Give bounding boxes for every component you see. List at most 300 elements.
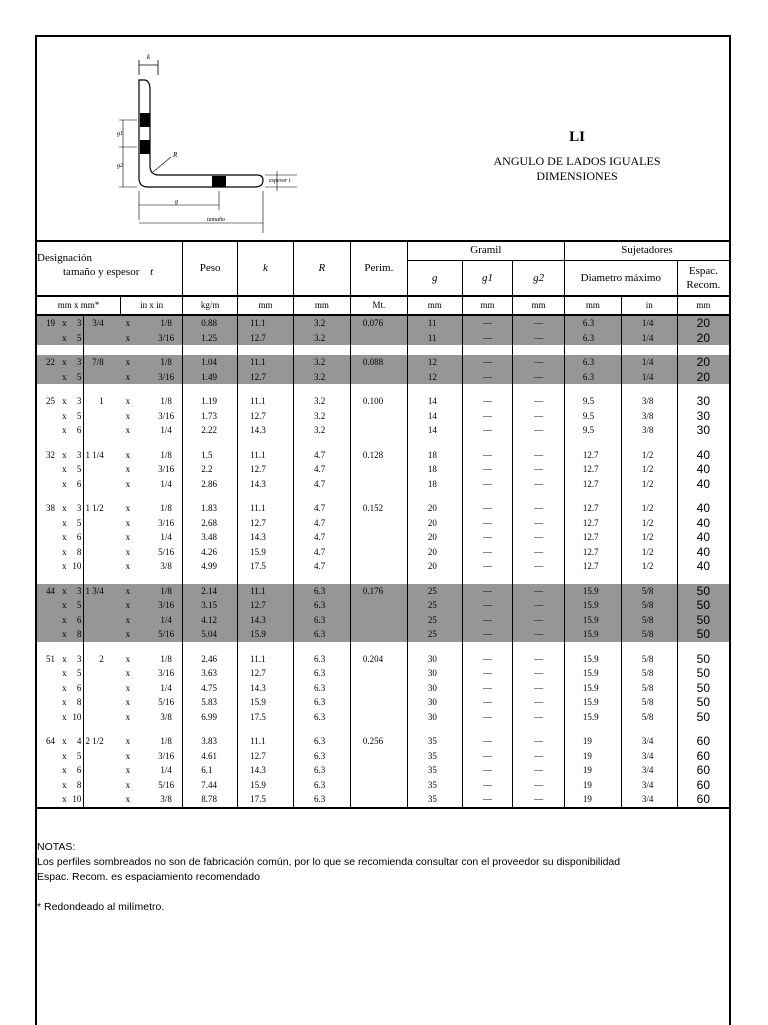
- spacer-cell: [621, 574, 677, 584]
- table-cell: [135, 448, 150, 463]
- table-cell: 1/4: [621, 370, 677, 385]
- spacer-cell: [84, 574, 106, 584]
- table-cell: [350, 370, 407, 385]
- table-cell: 1 1/2: [84, 501, 106, 516]
- table-cell: [37, 423, 57, 438]
- table-cell: —: [462, 448, 513, 463]
- group-spacer: [37, 345, 729, 355]
- table-cell: 4.75: [183, 681, 238, 696]
- unit-cell: Mt.: [350, 296, 407, 315]
- table-cell: [84, 695, 106, 710]
- table-cell: 11: [407, 315, 462, 331]
- table-cell: 30: [407, 666, 462, 681]
- table-cell: [135, 394, 150, 409]
- table-cell: x: [57, 627, 72, 642]
- table-cell: 3: [76, 653, 82, 664]
- spacer-cell: [621, 438, 677, 448]
- unit-cell: in: [621, 296, 677, 315]
- table-cell: —: [462, 394, 513, 409]
- table-cell: 4.7: [293, 462, 350, 477]
- spacer-cell: [238, 724, 294, 734]
- table-cell: [350, 613, 407, 628]
- table-row: [37, 681, 729, 696]
- table-cell: [84, 749, 106, 764]
- table-cell: 25: [407, 613, 462, 628]
- table-cell: x: [125, 779, 131, 790]
- spacer-cell: [150, 724, 183, 734]
- spacer-cell: [183, 642, 238, 652]
- table-cell: [106, 370, 121, 385]
- table-cell: —: [513, 477, 565, 492]
- spacer-cell: [57, 384, 72, 394]
- table-cell: x: [125, 449, 131, 460]
- table-cell: 8: [76, 697, 82, 707]
- table-cell: [135, 695, 150, 710]
- table-cell: —: [513, 423, 565, 438]
- table-cell: 6.3: [293, 627, 350, 642]
- table-cell: —: [513, 613, 565, 628]
- table-cell: 19: [564, 763, 621, 778]
- table-cell: 1/8: [160, 503, 172, 513]
- table-cell: 1/4: [160, 682, 172, 693]
- table-cell: 3/16: [158, 750, 175, 761]
- table-row: [37, 584, 729, 599]
- table-cell: 1/4: [160, 478, 172, 489]
- table-row: [37, 666, 729, 681]
- table-cell: [350, 516, 407, 531]
- table-cell: 2.22: [183, 423, 238, 438]
- spacer-cell: [677, 724, 729, 734]
- table-cell: [106, 477, 121, 492]
- table-cell: 4.7: [293, 448, 350, 463]
- table-row: [37, 545, 729, 560]
- group-spacer: [37, 642, 729, 652]
- table-cell: [37, 627, 57, 642]
- table-cell: 4.7: [293, 516, 350, 531]
- spacer-cell: [150, 642, 183, 652]
- table-cell: x: [57, 613, 72, 628]
- spacer-cell: [106, 574, 121, 584]
- table-cell: 20: [677, 315, 729, 331]
- table-cell: x: [125, 682, 131, 693]
- k-label: k: [147, 53, 151, 61]
- table-cell: [135, 792, 150, 808]
- table-cell: x: [62, 779, 67, 790]
- unit-cell: in x in: [121, 296, 183, 315]
- g1-header-label: g1: [481, 271, 493, 284]
- spacer-cell: [84, 491, 106, 501]
- table-cell: [84, 778, 106, 793]
- table-cell: [135, 423, 150, 438]
- spacer-cell: [57, 438, 72, 448]
- table-cell: 11.1: [238, 448, 294, 463]
- g2-header: [513, 261, 565, 297]
- espesor-label: espesor t: [269, 178, 291, 184]
- table-cell: 50: [677, 652, 729, 667]
- table-cell: 18: [407, 448, 462, 463]
- title-line-1: ANGULO DE LADOS IGUALES: [493, 154, 661, 168]
- table-cell: 6.3: [564, 370, 621, 385]
- table-cell: 3/8: [621, 409, 677, 424]
- table-cell: [350, 710, 407, 725]
- spacer-cell: [293, 438, 350, 448]
- perim-header: Perim.: [350, 241, 407, 297]
- table-cell: —: [462, 627, 513, 642]
- table-cell: 5/8: [621, 652, 677, 667]
- table-cell: [106, 315, 121, 331]
- spacer-cell: [407, 345, 462, 355]
- spacer-cell: [513, 574, 565, 584]
- table-cell: x: [125, 765, 131, 775]
- table-cell: 50: [677, 695, 729, 710]
- table-cell: 25: [407, 598, 462, 613]
- table-cell: —: [513, 749, 565, 764]
- table-cell: 3.2: [293, 370, 350, 385]
- table-cell: —: [513, 763, 565, 778]
- table-cell: [350, 763, 407, 778]
- table-cell: 38: [46, 503, 56, 513]
- table-cell: 35: [407, 792, 462, 808]
- peso-header: Peso: [183, 241, 238, 297]
- table-cell: —: [462, 501, 513, 516]
- table-cell: [106, 331, 121, 346]
- table-cell: 19: [564, 749, 621, 764]
- table-cell: x: [62, 750, 67, 761]
- table-cell: 3/16: [158, 464, 175, 474]
- g-header-label: g: [431, 271, 438, 284]
- table-cell: 12.7: [238, 370, 294, 385]
- table-cell: x: [125, 464, 131, 474]
- table-cell: 3.2: [293, 331, 350, 346]
- table-cell: 15.9: [564, 584, 621, 599]
- spacer-cell: [621, 724, 677, 734]
- table-cell: —: [462, 530, 513, 545]
- table-cell: 30: [677, 409, 729, 424]
- table-cell: [106, 355, 121, 370]
- table-cell: 50: [677, 681, 729, 696]
- spacer-cell: [513, 491, 565, 501]
- table-cell: 1/4: [150, 613, 183, 628]
- table-cell: 4.7: [293, 545, 350, 560]
- table-cell: 1.73: [183, 409, 238, 424]
- g2-header-label: g2: [533, 271, 545, 284]
- table-cell: 1/4: [621, 331, 677, 346]
- table-cell: [135, 559, 150, 574]
- spacer-cell: [72, 642, 84, 652]
- table-cell: 3.2: [293, 315, 350, 331]
- spacer-cell: [407, 642, 462, 652]
- table-cell: 6.1: [183, 763, 238, 778]
- table-cell: x: [57, 792, 72, 808]
- table-cell: [106, 695, 121, 710]
- spacer-cell: [407, 724, 462, 734]
- table-cell: [350, 530, 407, 545]
- table-cell: 1/8: [160, 396, 172, 406]
- table-cell: 1/4: [621, 315, 677, 331]
- table-cell: 6.3: [293, 792, 350, 808]
- table-cell: 12.7: [238, 666, 294, 681]
- table-row: [37, 652, 729, 667]
- table-cell: 11.1: [238, 501, 294, 516]
- spacer-cell: [37, 574, 57, 584]
- spacer-cell: [350, 642, 407, 652]
- table-row: [37, 516, 729, 531]
- table-cell: [106, 394, 121, 409]
- spacer-cell: [84, 724, 106, 734]
- table-cell: 3.2: [293, 423, 350, 438]
- spacer-cell: [350, 384, 407, 394]
- table-cell: 7/8: [84, 355, 106, 370]
- spacer-cell: [37, 345, 57, 355]
- table-cell: [84, 666, 106, 681]
- table-cell: —: [513, 530, 565, 545]
- table-cell: 3/4: [621, 792, 677, 808]
- table-cell: 12.7: [238, 462, 294, 477]
- table-cell: [135, 613, 150, 628]
- table-cell: 15.9: [564, 710, 621, 725]
- table-cell: x: [121, 355, 136, 370]
- table-cell: x: [121, 627, 136, 642]
- table-cell: 30: [407, 695, 462, 710]
- r-label: R: [173, 151, 178, 159]
- table-cell: 6: [72, 613, 84, 628]
- table-cell: x: [125, 653, 131, 664]
- table-cell: 50: [677, 666, 729, 681]
- spacer-cell: [293, 574, 350, 584]
- spacer-cell: [564, 438, 621, 448]
- spacer-cell: [72, 384, 84, 394]
- table-row: [37, 423, 729, 438]
- table-cell: 3.2: [293, 394, 350, 409]
- table-cell: —: [462, 734, 513, 749]
- table-cell: x: [125, 561, 131, 571]
- table-cell: x: [57, 584, 72, 599]
- spacer-cell: [84, 384, 106, 394]
- table-cell: 4.7: [293, 559, 350, 574]
- sujetadores-header: Sujetadores: [564, 241, 729, 261]
- notes-footnote: * Redondeado al milímetro.: [37, 901, 165, 913]
- table-cell: 11.1: [238, 584, 294, 599]
- table-cell: x: [62, 765, 67, 775]
- table-cell: 0.88: [183, 315, 238, 331]
- table-cell: 9.5: [564, 423, 621, 438]
- table-cell: 3/8: [621, 423, 677, 438]
- unit-cell: mm: [677, 296, 729, 315]
- table-cell: [37, 409, 57, 424]
- table-row: [37, 501, 729, 516]
- unit-cell: mm: [238, 296, 294, 315]
- table-cell: x: [57, 370, 72, 385]
- table-cell: 5/8: [621, 666, 677, 681]
- table-cell: 3.83: [183, 734, 238, 749]
- table-cell: [37, 695, 57, 710]
- table-cell: 5.83: [183, 695, 238, 710]
- g2-label: g2: [117, 163, 123, 169]
- r-header: [293, 241, 350, 297]
- unit-cell: mm: [513, 296, 565, 315]
- table-cell: —: [462, 545, 513, 560]
- table-cell: x: [121, 598, 136, 613]
- table-cell: 6.3: [564, 355, 621, 370]
- table-cell: 20: [407, 516, 462, 531]
- spacer-cell: [135, 724, 150, 734]
- table-cell: [37, 477, 57, 492]
- group-spacer: [37, 438, 729, 448]
- spacer-cell: [462, 384, 513, 394]
- table-cell: 40: [677, 477, 729, 492]
- table-cell: 9.5: [564, 394, 621, 409]
- spacer-cell: [183, 438, 238, 448]
- spacer-cell: [564, 642, 621, 652]
- table-cell: [106, 763, 121, 778]
- table-cell: [84, 792, 106, 808]
- table-cell: —: [462, 598, 513, 613]
- table-cell: [350, 627, 407, 642]
- table-cell: 7.44: [183, 778, 238, 793]
- spacer-cell: [677, 438, 729, 448]
- unit-cell: mm: [462, 296, 513, 315]
- tamano-label: tamaño: [207, 217, 225, 223]
- table-cell: 6: [76, 478, 82, 489]
- table-cell: —: [513, 598, 565, 613]
- table-cell: 22: [37, 355, 57, 370]
- table-row: [37, 695, 729, 710]
- spacer-cell: [135, 384, 150, 394]
- table-cell: [37, 598, 57, 613]
- spacer-cell: [72, 724, 84, 734]
- table-cell: [106, 652, 121, 667]
- spacer-cell: [106, 345, 121, 355]
- table-cell: 0.076: [350, 315, 407, 331]
- table-cell: x: [125, 736, 131, 746]
- table-cell: [350, 792, 407, 808]
- table-cell: 5: [76, 410, 82, 421]
- table-row: [37, 734, 729, 749]
- table-cell: [135, 584, 150, 599]
- table-cell: 5: [72, 331, 84, 346]
- table-cell: 3.2: [293, 355, 350, 370]
- spacer-cell: [677, 574, 729, 584]
- table-cell: 50: [677, 627, 729, 642]
- table-cell: [350, 666, 407, 681]
- table-cell: [106, 710, 121, 725]
- table-cell: 50: [677, 613, 729, 628]
- spacer-cell: [57, 574, 72, 584]
- table-cell: [135, 530, 150, 545]
- table-cell: 3: [76, 503, 82, 513]
- spacer-cell: [293, 384, 350, 394]
- table-cell: 6.3: [293, 584, 350, 599]
- spacer-cell: [293, 345, 350, 355]
- table-row: [37, 530, 729, 545]
- table-cell: x: [62, 503, 67, 513]
- table-cell: 2.86: [183, 477, 238, 492]
- table-cell: 0.152: [350, 501, 407, 516]
- spacer-cell: [621, 345, 677, 355]
- table-row: [37, 315, 729, 331]
- table-cell: —: [462, 477, 513, 492]
- table-cell: —: [513, 559, 565, 574]
- spacer-cell: [621, 384, 677, 394]
- table-cell: 14: [407, 409, 462, 424]
- table-cell: 15.9: [238, 627, 294, 642]
- table-cell: 0.128: [350, 448, 407, 463]
- table-cell: 20: [407, 530, 462, 545]
- units-row: [37, 296, 729, 315]
- table-cell: x: [57, 315, 72, 331]
- unit-cell: kg/m: [183, 296, 238, 315]
- k-header: [238, 241, 294, 297]
- table-cell: 30: [407, 652, 462, 667]
- table-cell: —: [462, 355, 513, 370]
- spacer-cell: [106, 491, 121, 501]
- table-cell: [84, 409, 106, 424]
- table-cell: 2.2: [183, 462, 238, 477]
- table-row: [37, 792, 729, 808]
- spacer-cell: [72, 574, 84, 584]
- table-cell: 3: [72, 584, 84, 599]
- table-cell: 5/16: [158, 697, 175, 707]
- spacer-cell: [677, 642, 729, 652]
- table-cell: 11: [407, 331, 462, 346]
- header-box: [37, 37, 729, 242]
- table-cell: —: [462, 516, 513, 531]
- table-cell: 50: [677, 710, 729, 725]
- table-cell: 1/8: [160, 736, 172, 746]
- table-cell: 25: [46, 396, 56, 406]
- table-cell: [350, 681, 407, 696]
- table-cell: [84, 545, 106, 560]
- table-cell: x: [121, 613, 136, 628]
- table-cell: [135, 778, 150, 793]
- t-label: t: [150, 266, 154, 278]
- spacer-cell: [513, 345, 565, 355]
- spacer-cell: [121, 642, 136, 652]
- table-cell: 19: [564, 734, 621, 749]
- designacion-header: [37, 241, 183, 297]
- table-cell: 0.100: [350, 394, 407, 409]
- table-cell: 1/4: [160, 765, 172, 775]
- table-cell: 5/8: [621, 598, 677, 613]
- table-cell: 3/4: [621, 734, 677, 749]
- table-cell: [37, 792, 57, 808]
- table-cell: 5/16: [158, 546, 175, 557]
- g-label: g: [175, 199, 178, 205]
- table-cell: 11.1: [238, 734, 294, 749]
- table-cell: —: [462, 666, 513, 681]
- table-cell: [106, 423, 121, 438]
- table-cell: x: [57, 331, 72, 346]
- table-cell: 40: [677, 516, 729, 531]
- spacer-cell: [121, 491, 136, 501]
- table-cell: —: [462, 370, 513, 385]
- table-cell: 3/4: [621, 778, 677, 793]
- table-cell: 14.3: [238, 423, 294, 438]
- table-cell: 6: [76, 532, 82, 542]
- table-cell: 30: [407, 681, 462, 696]
- table-cell: 1/8: [160, 653, 172, 664]
- table-cell: [135, 598, 150, 613]
- table-cell: 10: [72, 561, 82, 571]
- table-cell: 5/8: [621, 681, 677, 696]
- table-cell: 2 1/2: [84, 734, 106, 749]
- table-cell: 18: [407, 477, 462, 492]
- table-cell: 8: [76, 546, 82, 557]
- table-cell: x: [125, 396, 131, 406]
- table-row: [37, 627, 729, 642]
- table-cell: x: [62, 546, 67, 557]
- table-cell: 40: [677, 448, 729, 463]
